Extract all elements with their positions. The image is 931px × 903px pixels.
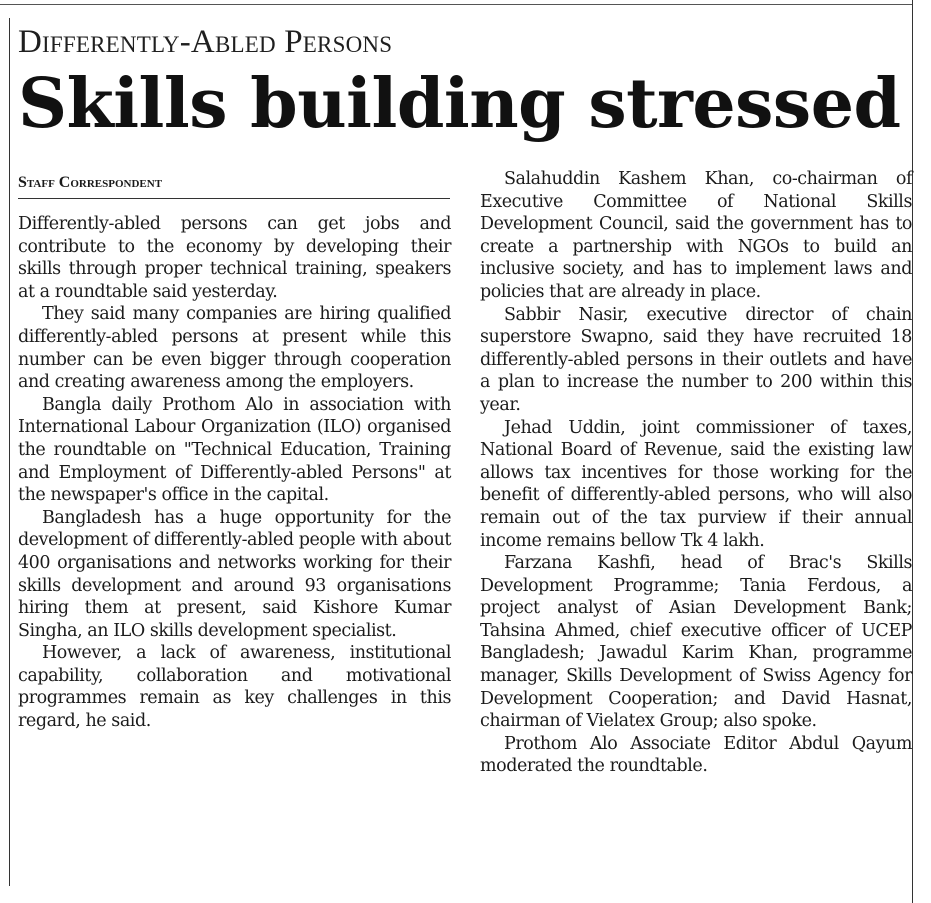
paragraph: They said many companies are hiring qualified differently-abled persons at present while this number can be even bigger through cooperation and creating awareness among the employers.: [18, 304, 451, 393]
article-byline: Staff Correspondent: [18, 172, 450, 199]
paragraph: Farzana Kashfi, head of Brac's Skills Development Programme; Tania Ferdous, a project analyst of Asian Development Bank; Tahsina Ahmed, chief executive officer of UCEP Bangladesh; Jawadul Karim Khan, programme manager, Skills Development of Swiss Agency for Development Cooperation; and David Hasnat, chairman of Vielatex Group; also spoke.: [480, 553, 912, 732]
paragraph: Bangladesh has a huge opportunity for the development of differently-abled people with about 400 organisations and networks working for their skills development and around 93 organisations hiring them at present, said Kishore Kumar Singha, an ILO skills development specialist.: [18, 507, 451, 641]
article-column-right: [480, 168, 912, 778]
paragraph: Bangla daily Prothom Alo in association with International Labour Organization (ILO) organised the roundtable on "Technical Education, Training and Employment of Differently-abled Persons" at the newspaper's office in the capital.: [18, 394, 451, 506]
top-rule: [0, 4, 913, 5]
paragraph: Salahuddin Kashem Khan, co-chairman of Executive Committee of National Skills Development Council, said the government has to create a partnership with NGOs to build an inclusive society, and has to implement laws and policies that are already in place.: [480, 169, 912, 302]
paragraph: Jehad Uddin, joint commissioner of taxes, National Board of Revenue, said the existing law allows tax incentives for those working for the benefit of differently-abled persons, who will also remain out of the tax purview if their annual income remains bellow Tk 4 lakh.: [480, 417, 912, 551]
article-headline: Skills building stressed: [18, 64, 901, 144]
article-column-left: [18, 213, 451, 733]
paragraph: However, a lack of awareness, institutional capability, collaboration and motivational programmes remain as key challenges in this regard, he said.: [18, 643, 451, 732]
paragraph: Sabbir Nasir, executive director of chain superstore Swapno, said they have recruited 18 differently-abled persons in their outlets and have a plan to increase the number to 200 within this year.: [480, 304, 912, 415]
paragraph: Differently-abled persons can get jobs and contribute to the economy by developing their skills through proper technical training, speakers at a roundtable said yesterday.: [18, 214, 451, 302]
article-kicker: Differently-Abled Persons: [18, 24, 393, 60]
right-edge-rule: [912, 0, 913, 903]
paragraph: Prothom Alo Associate Editor Abdul Qayum moderated the roundtable.: [480, 733, 912, 777]
left-column-rule: [9, 18, 10, 886]
